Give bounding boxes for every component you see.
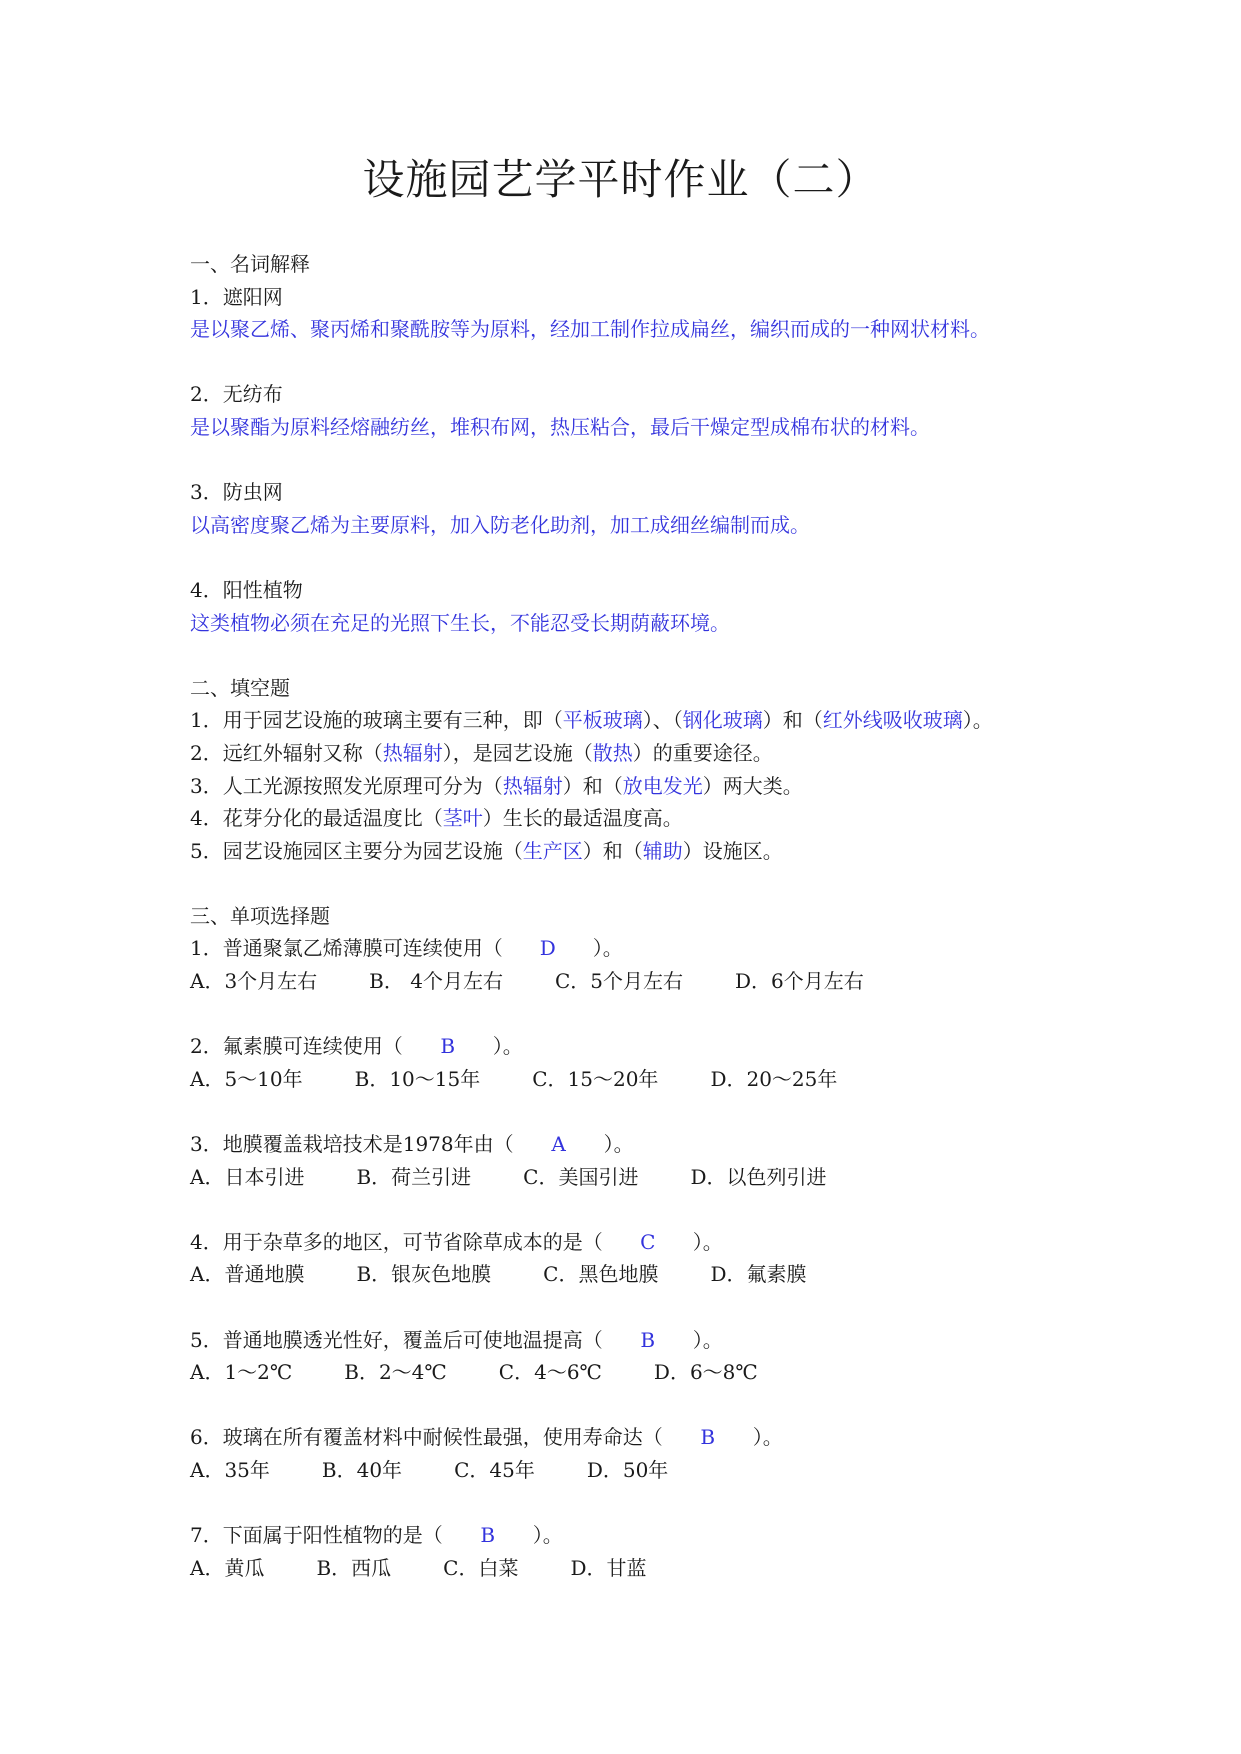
- question-end: ）。: [592, 936, 623, 961]
- option-b: B．银灰色地膜: [356, 1262, 492, 1287]
- blank-text: ）和（: [582, 838, 643, 863]
- page-title: 设施园艺学平时作业（二）: [362, 155, 879, 204]
- multiple-choice-list: [190, 932, 1090, 1584]
- question-text: 6．玻璃在所有覆盖材料中耐候性最强，使用寿命达（: [190, 1425, 663, 1450]
- question-text: 5．普通地膜透光性好，覆盖后可使地温提高（: [190, 1327, 603, 1352]
- question-text: 3．地膜覆盖栽培技术是1978年由（: [190, 1132, 514, 1157]
- option-d: D．20～25年: [710, 1066, 838, 1091]
- blank-text: ）。: [962, 708, 993, 733]
- question-end: ）。: [603, 1132, 634, 1157]
- section-heading-fill-blank: 二、填空题: [190, 675, 290, 700]
- definition-answer: 是以聚酯为原料经熔融纺丝，堆积布网，热压粘合，最后干燥定型成棉布状的材料。: [190, 414, 930, 439]
- fill-blank-item: [190, 737, 1090, 770]
- blank-text: ）生长的最适温度高。: [482, 806, 683, 831]
- blank-text: ），是园艺设施（: [442, 740, 593, 765]
- option-a: A．1～2℃: [190, 1360, 293, 1385]
- option-a: A．黄瓜: [190, 1555, 265, 1580]
- option-c: C．美国引进: [523, 1164, 639, 1189]
- question-end: ）。: [692, 1327, 723, 1352]
- question-options: [190, 1552, 1090, 1585]
- spacer: [190, 639, 1090, 672]
- option-c: C．15～20年: [532, 1066, 659, 1091]
- question-answer: B: [480, 1523, 496, 1548]
- question-answer: B: [640, 1327, 656, 1352]
- blank-text: 2．远红外辐射又称（: [190, 740, 383, 765]
- blank-text: 4．花芽分化的最适温度比（: [190, 806, 443, 831]
- definitions-list: [190, 281, 1090, 672]
- blank-text: ）和（: [562, 773, 623, 798]
- blank-text: 1．用于园艺设施的玻璃主要有三种，即（: [190, 708, 563, 733]
- option-d: D．6个月左右: [734, 969, 864, 994]
- question-stem: [190, 1519, 1090, 1552]
- option-c: C．黑色地膜: [543, 1262, 659, 1287]
- question-stem: [190, 1324, 1090, 1357]
- option-b: B．西瓜: [316, 1555, 392, 1580]
- spacer: [190, 998, 1090, 1031]
- question-end: ）。: [532, 1523, 563, 1548]
- question-options: [190, 1356, 1090, 1389]
- question-text: 4．用于杂草多的地区，可节省除草成本的是（: [190, 1229, 603, 1254]
- option-b: B． 4个月左右: [369, 969, 503, 994]
- question-end: ）。: [692, 1229, 723, 1254]
- question-text: 7．下面属于阳性植物的是（: [190, 1523, 443, 1548]
- fill-blank-list: [190, 704, 1090, 867]
- option-d: D．以色列引进: [690, 1164, 827, 1189]
- option-c: C．白菜: [443, 1555, 519, 1580]
- definition-answer: 这类植物必须在充足的光照下生长，不能忍受长期荫蔽环境。: [190, 610, 730, 635]
- blank-text: ）两大类。: [702, 773, 803, 798]
- option-c: C．4～6℃: [498, 1360, 602, 1385]
- spacer: [190, 444, 1090, 477]
- blank-answer: 辅助: [642, 838, 683, 863]
- question-options: [190, 1161, 1090, 1194]
- question-options: [190, 1258, 1090, 1291]
- option-a: A．普通地膜: [190, 1262, 305, 1287]
- question-answer: A: [551, 1132, 566, 1157]
- question-end: ）。: [752, 1425, 783, 1450]
- spacer: [190, 1487, 1090, 1520]
- blank-text: 5．园艺设施园区主要分为园艺设施（: [190, 838, 523, 863]
- spacer: [190, 1389, 1090, 1422]
- section-heading-multiple-choice: 三、单项选择题: [190, 903, 330, 928]
- question-stem: [190, 1128, 1090, 1161]
- question-stem: [190, 932, 1090, 965]
- blank-text: ）的重要途径。: [632, 740, 773, 765]
- blank-answer: 热辐射: [382, 740, 443, 765]
- spacer: [190, 541, 1090, 574]
- spacer: [190, 346, 1090, 379]
- definition-answer: 以高密度聚乙烯为主要原料，加入防老化助剂，加工成细丝编制而成。: [190, 512, 810, 537]
- blank-answer: 散热: [592, 740, 633, 765]
- blank-text: ）、（: [642, 708, 683, 733]
- blank-answer: 红外线吸收玻璃: [822, 708, 963, 733]
- blank-answer: 平板玻璃: [562, 708, 643, 733]
- option-c: C．45年: [454, 1457, 535, 1482]
- blank-answer: 钢化玻璃: [682, 708, 763, 733]
- option-d: D．50年: [586, 1457, 669, 1482]
- blank-answer: 生产区: [522, 838, 583, 863]
- question-end: ）。: [492, 1034, 523, 1059]
- fill-blank-item: [190, 802, 1090, 835]
- option-c: C．5个月左右: [554, 969, 683, 994]
- definition-term: 4．阳性植物: [190, 577, 303, 602]
- definition-term: 3．防虫网: [190, 480, 283, 505]
- question-answer: B: [440, 1034, 456, 1059]
- option-a: A．3个月左右: [190, 969, 318, 994]
- blank-answer: 茎叶: [442, 806, 483, 831]
- blank-answer: 放电发光: [622, 773, 703, 798]
- spacer: [190, 867, 1090, 900]
- fill-blank-item: [190, 704, 1090, 737]
- question-text: 2．氟素膜可连续使用（: [190, 1034, 403, 1059]
- spacer: [190, 1095, 1090, 1128]
- option-b: B．荷兰引进: [356, 1164, 472, 1189]
- definition-answer: 是以聚乙烯、聚丙烯和聚酰胺等为原料，经加工制作拉成扁丝，编织而成的一种网状材料。: [190, 317, 990, 342]
- question-options: [190, 965, 1090, 998]
- blank-text: ）和（: [762, 708, 823, 733]
- fill-blank-item: [190, 770, 1090, 803]
- definition-term: 2．无纺布: [190, 382, 283, 407]
- question-options: [190, 1454, 1090, 1487]
- option-b: B．10～15年: [354, 1066, 481, 1091]
- option-a: A．5～10年: [190, 1066, 303, 1091]
- question-options: [190, 1063, 1090, 1096]
- option-d: D．6～8℃: [653, 1360, 758, 1385]
- spacer: [190, 1291, 1090, 1324]
- question-stem: [190, 1421, 1090, 1454]
- question-stem: [190, 1030, 1090, 1063]
- question-answer: B: [700, 1425, 716, 1450]
- spacer: [190, 1193, 1090, 1226]
- option-d: D．氟素膜: [710, 1262, 807, 1287]
- question-answer: D: [539, 936, 556, 961]
- definition-term: 1．遮阳网: [190, 284, 283, 309]
- question-text: 1．普通聚氯乙烯薄膜可连续使用（: [190, 936, 503, 961]
- blank-text: ）设施区。: [682, 838, 783, 863]
- document-body: [190, 248, 1090, 1584]
- section-heading-definitions: 一、名词解释: [190, 252, 310, 276]
- question-answer: C: [640, 1229, 656, 1254]
- option-b: B．40年: [321, 1457, 403, 1482]
- fill-blank-item: [190, 835, 1090, 868]
- option-d: D．甘蓝: [570, 1555, 647, 1580]
- option-a: A．日本引进: [190, 1164, 305, 1189]
- question-stem: [190, 1226, 1090, 1259]
- blank-answer: 热辐射: [502, 773, 563, 798]
- blank-text: 3．人工光源按照发光原理可分为（: [190, 773, 503, 798]
- option-a: A．35年: [190, 1457, 270, 1482]
- option-b: B．2～4℃: [344, 1360, 447, 1385]
